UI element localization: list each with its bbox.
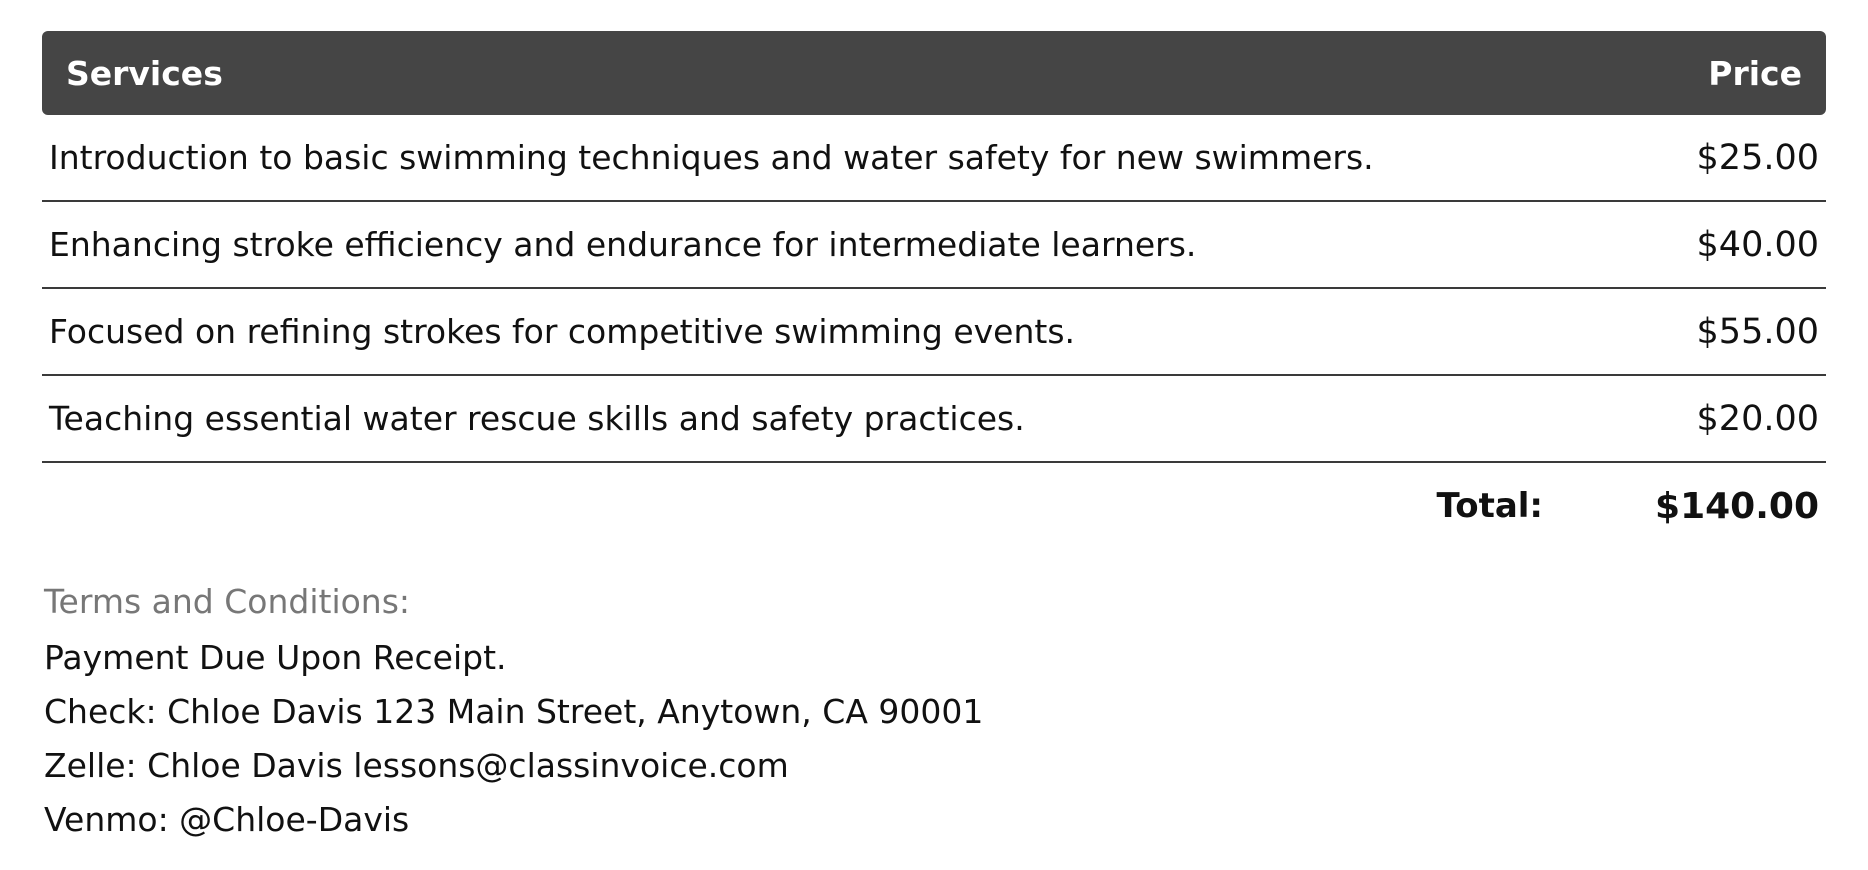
total-value: $140.00	[1655, 485, 1819, 527]
service-description: Enhancing stroke efficiency and endurance for intermediate learners.	[49, 225, 1197, 264]
payment-due-line: Payment Due Upon Receipt.	[44, 638, 507, 677]
terms-title: Terms and Conditions:	[44, 582, 411, 621]
table-header	[42, 31, 1826, 115]
venmo-payment-line: Venmo: @Chloe-Davis	[44, 800, 410, 839]
zelle-payment-line: Zelle: Chloe Davis lessons@classinvoice.com	[44, 746, 789, 785]
service-price: $20.00	[1696, 398, 1819, 439]
price-column-header: Price	[1708, 53, 1802, 93]
service-description: Teaching essential water rescue skills and safety practices.	[49, 399, 1025, 438]
service-price: $55.00	[1696, 311, 1819, 352]
services-column-header: Services	[66, 53, 223, 93]
terms-section	[44, 580, 983, 852]
check-payment-line: Check: Chloe Davis 123 Main Street, Anytown, CA 90001	[44, 692, 984, 731]
service-description: Focused on refining strokes for competitive swimming events.	[49, 312, 1075, 351]
service-description: Introduction to basic swimming techniques and water safety for new swimmers.	[49, 138, 1374, 177]
table-row	[42, 202, 1826, 289]
table-row	[42, 289, 1826, 376]
service-price: $40.00	[1696, 224, 1819, 265]
total-row	[42, 463, 1826, 549]
service-price: $25.00	[1696, 137, 1819, 178]
services-table	[42, 31, 1826, 549]
total-label: Total:	[1436, 486, 1544, 526]
table-row	[42, 115, 1826, 202]
table-row	[42, 376, 1826, 463]
